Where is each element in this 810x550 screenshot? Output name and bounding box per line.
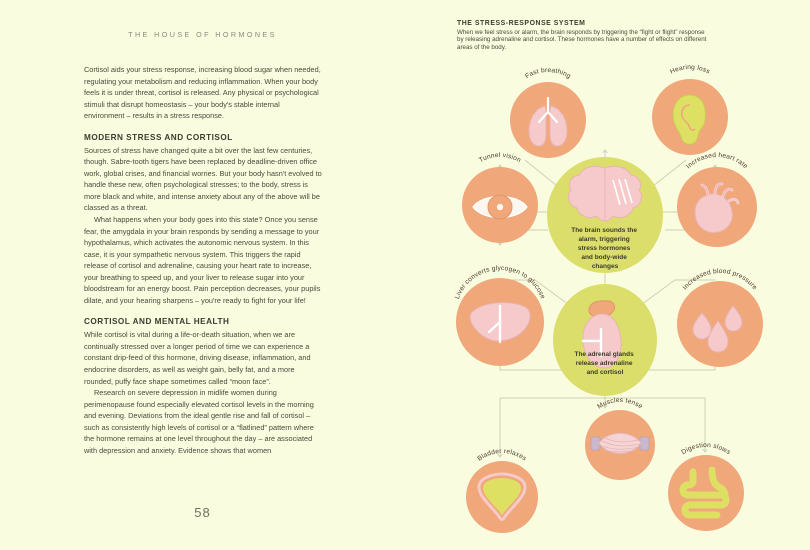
section-heading-modern-stress: MODERN STRESS AND CORTISOL <box>84 132 233 142</box>
stress-response-diagram <box>405 0 810 550</box>
effect-node-fast-breathing-label: Fast breathing <box>524 66 572 81</box>
effect-node-muscles-tense-label: Muscles tense <box>596 396 644 411</box>
effect-node-increased-heart-rate[interactable] <box>677 152 757 247</box>
central-node-brain[interactable] <box>547 157 663 273</box>
effect-node-bladder-relaxes-label: Bladder relaxes <box>476 447 528 463</box>
central-node-adrenal[interactable] <box>553 284 657 396</box>
effect-node-increased-heart-rate-label: Increased heart rate <box>685 151 749 171</box>
running-head: THE HOUSE OF HORMONES <box>128 30 277 39</box>
diagram-title: THE STRESS-RESPONSE SYSTEM <box>457 20 586 27</box>
paragraph: While cortisol is vital during a life-or-death situation, when we are continually stressed over a longer period of time we can experience a constant drip-feed of this hormone, driving disease, inflammation, and endocrine disorders, as well as weight gain, belly fat, and a more rounded, puffy face shape sometimes called “moon face”. <box>84 330 311 386</box>
effect-node-hearing-loss[interactable] <box>652 64 728 155</box>
effect-node-tunnel-vision-label: Tunnel vision <box>477 151 523 165</box>
paragraph: Cortisol aids your stress response, increasing blood sugar when needed, regulating your metabolism and reducing inflammation. When your body feels it is under threat, cortisol is released. Any physical or psychological stimuli that disrupt homeostasis – your body's stable internal environment – results in a stress response. <box>84 65 321 121</box>
page-number: 58 <box>194 505 211 520</box>
central-node-brain-label: The brain sounds the alarm, triggering stress hormones and body-wide changes <box>571 227 637 270</box>
effect-node-digestion-slows[interactable] <box>668 442 744 531</box>
effect-node-hearing-loss-label: Hearing loss <box>669 63 711 76</box>
paragraph: Sources of stress have changed quite a bit over the last few centuries, though. Sabre-tooth tigers have been replaced by deadline-driven office work, global crises, and financial worries. But your body hasn't evolved to handle these new, often psychological stresses; to the body, stress is more black and white, and intense anxiety about any of the above will be classed as a threat. <box>84 145 322 213</box>
central-node-adrenal-label: The adrenal glands release adrenaline and cortisol <box>574 351 634 376</box>
paragraph: Research on severe depression in midlife women during perimenopause found especially elevated cortisol levels in the morning and evening. Deviations from the ideal gentle rise and fall of cortisol – such as consistently high levels of cortisol or a “flatlined” pattern where the hormone remains at one level throughout the day – are associated with depression and anxiety. Evidence shows that women <box>84 388 314 455</box>
effect-node-increased-blood-pressure[interactable] <box>677 268 763 367</box>
effect-node-liver-glycogen-label: Liver converts glycogen to glucose <box>453 264 547 301</box>
body-column <box>84 64 322 456</box>
effect-node-liver-glycogen[interactable] <box>454 265 546 366</box>
effect-node-increased-blood-pressure-label: Increased blood pressure <box>681 267 759 292</box>
brain-icon <box>569 166 642 221</box>
section-heading-cortisol-mental-health: CORTISOL AND MENTAL HEALTH <box>84 317 230 327</box>
effect-node-muscles-tense[interactable] <box>585 397 655 480</box>
effect-node-fast-breathing[interactable] <box>510 67 586 158</box>
effect-node-digestion-slows-label: Digestion slows <box>680 441 732 457</box>
paragraph: What happens when your body goes into this state? Once you sense fear, the amygdala in your brain responds by sending a message to your hypothalamus, which activates the autonomic nervous system. In this case, it is your sympathetic nervous system. This triggers the rapid release of cortisol and adrenaline, causing your heart rate to increase, your breathing to speed up, and your liver to release sugar into your bloodstream for an energy boost. Pain perception decreases, your pupils dilate, and your hearing sharpens – you're ready to fight for your life! <box>84 215 321 305</box>
right-page <box>405 0 810 550</box>
effect-node-bladder-relaxes[interactable] <box>466 448 538 533</box>
diagram-description: When we feel stress or alarm, the brain responds by triggering the “fight or flight” response by releasing adrenaline and cortisol. These hormones have a number of effects on different areas of the body. <box>457 28 707 52</box>
